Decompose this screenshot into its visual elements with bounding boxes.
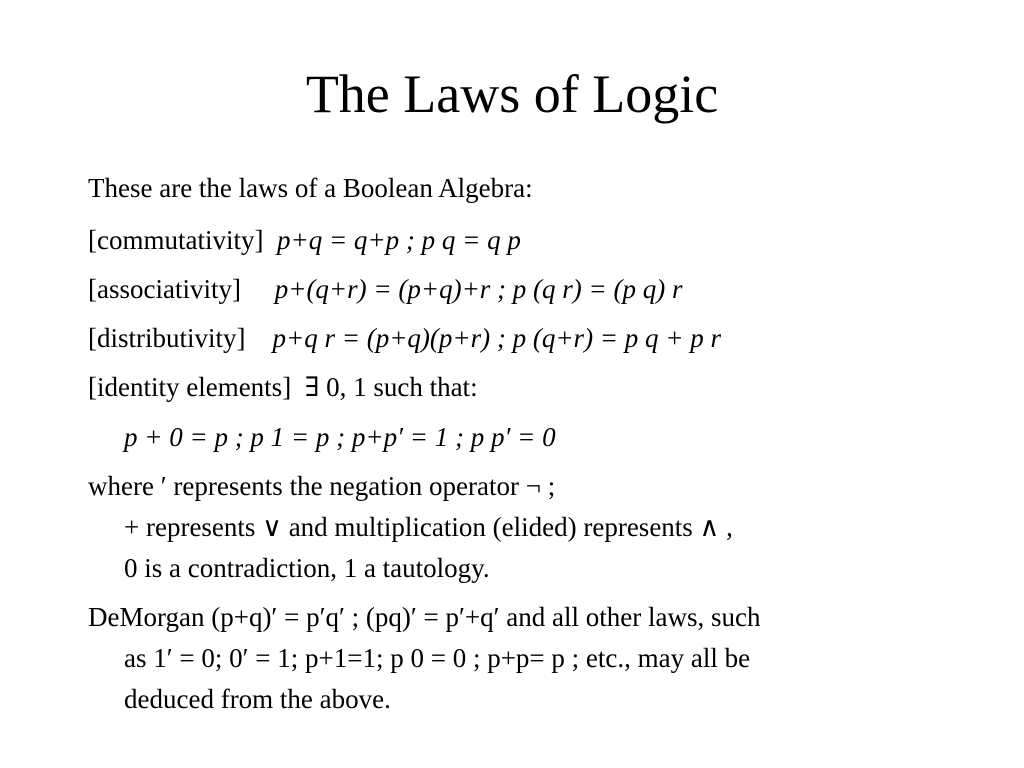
commutativity-line [88, 224, 521, 256]
where-line-2: + represents ∨ and multiplication (elided) represents ∧ , [124, 512, 733, 542]
demorgan-line-1: DeMorgan (p+q)′ = p′q′ ; (pq)′ = p′+q′ and all other laws, such [88, 602, 761, 632]
demorgan-line-3: deduced from the above. [124, 684, 391, 714]
identity-text: ∃ 0, 1 such that: [304, 372, 478, 402]
identity-line [88, 371, 478, 403]
identity-formula-line [124, 421, 556, 453]
where-line-1: where ′ represents the negation operator ¬ ; [88, 471, 556, 501]
identity-formula: p + 0 = p ; p 1 = p ; p+p′ = 1 ; p p′ = 0 [124, 422, 556, 452]
commutativity-formula: p+q = q+p ; p q = q p [276, 225, 521, 255]
associativity-label: [associativity] [88, 274, 241, 304]
commutativity-label: [commutativity] [88, 225, 264, 255]
associativity-formula: p+(q+r) = (p+q)+r ; p (q r) = (p q) r [274, 274, 683, 304]
distributivity-label: [distributivity] [88, 323, 246, 353]
intro-line: These are the laws of a Boolean Algebra: [88, 173, 533, 203]
identity-label: [identity elements] [88, 372, 292, 402]
associativity-line [88, 273, 683, 305]
distributivity-formula: p+q r = (p+q)(p+r) ; p (q+r) = p q + p r [272, 323, 722, 353]
demorgan-line-2: as 1′ = 0; 0′ = 1; p+1=1; p 0 = 0 ; p+p= p ; etc., may all be [124, 643, 751, 673]
slide-title: The Laws of Logic [305, 64, 719, 124]
where-line-3: 0 is a contradiction, 1 a tautology. [124, 553, 490, 583]
distributivity-line [88, 322, 721, 354]
